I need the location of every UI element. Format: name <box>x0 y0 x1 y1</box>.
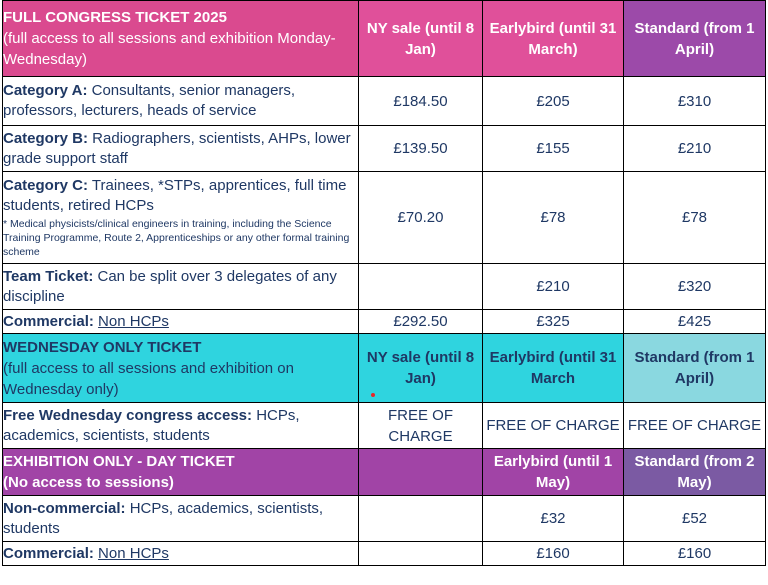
exhibition-title-cell <box>3 449 359 496</box>
wednesday-earlybird-header: Earlybird (until 31 March <box>483 334 624 403</box>
category-b-ny-price: £139.50 <box>359 126 483 172</box>
exhibition-header-row <box>3 449 766 496</box>
free-wednesday-earlybird: FREE OF CHARGE <box>483 403 624 449</box>
category-c-name: Category C: <box>3 177 89 194</box>
category-c-desc: Trainees, *STPs, apprentices, full time students, retired HCPs <box>3 177 347 214</box>
non-commercial-label <box>3 496 359 542</box>
category-c-label <box>3 172 359 264</box>
category-a-standard-price: £310 <box>624 77 766 126</box>
table-row <box>3 496 766 542</box>
exhibition-commercial-standard-price: £160 <box>624 542 766 566</box>
free-wednesday-desc: HCPs, academics, scientists, students <box>3 406 300 444</box>
wednesday-header-row <box>3 334 766 403</box>
table-row <box>3 126 766 172</box>
non-commercial-standard-price: £52 <box>624 496 766 542</box>
team-ticket-name: Team Ticket: <box>3 267 94 285</box>
commercial-earlybird-price: £325 <box>483 310 624 334</box>
full-congress-ny-header: NY sale (until 8 Jan) <box>359 1 483 77</box>
non-commercial-desc: HCPs, academics, scientists, students <box>3 499 324 537</box>
red-marker-dot <box>371 393 375 397</box>
category-b-earlybird-price: £155 <box>483 126 624 172</box>
full-congress-earlybird-header: Earlybird (until 31 March) <box>483 1 624 77</box>
team-ticket-earlybird-price: £210 <box>483 264 624 310</box>
full-congress-header-row <box>3 1 766 77</box>
table-row <box>3 264 766 310</box>
category-c-standard-price: £78 <box>624 172 766 264</box>
full-congress-subtitle: (full access to all sessions and exhibition Monday-Wednesday) <box>3 30 336 68</box>
commercial-standard-price: £425 <box>624 310 766 334</box>
table-row <box>3 310 766 334</box>
free-wednesday-ny: FREE OF CHARGE <box>359 403 483 449</box>
full-congress-title-cell <box>3 1 359 77</box>
commercial-name: Commercial: <box>3 312 94 330</box>
exhibition-commercial-name: Commercial: <box>3 544 94 562</box>
exhibition-commercial-empty <box>359 542 483 566</box>
non-hcps-link[interactable]: Non HCPs <box>98 312 169 330</box>
exhibition-commercial-label <box>3 542 359 566</box>
free-wednesday-standard: FREE OF CHARGE <box>624 403 766 449</box>
table-row <box>3 542 766 566</box>
exhibition-non-hcps-link[interactable]: Non HCPs <box>98 544 169 562</box>
category-a-ny-price: £184.50 <box>359 77 483 126</box>
full-congress-standard-header: Standard (from 1 April) <box>624 1 766 77</box>
non-commercial-name: Non-commercial: <box>3 499 126 517</box>
ticket-pricing-table <box>2 0 766 566</box>
category-a-earlybird-price: £205 <box>483 77 624 126</box>
exhibition-subtitle: (No access to sessions) <box>3 474 174 491</box>
wednesday-title-cell <box>3 334 359 403</box>
team-ticket-desc: Can be split over 3 delegates of any discipline <box>3 267 337 305</box>
free-wednesday-name: Free Wednesday congress access: <box>3 406 253 424</box>
commercial-ny-price: £292.50 <box>359 310 483 334</box>
wednesday-subtitle: (full access to all sessions and exhibition on Wednesday only) <box>3 359 294 398</box>
exhibition-title: EXHIBITION ONLY - DAY TICKET <box>3 453 235 470</box>
category-a-label <box>3 77 359 126</box>
full-congress-title: FULL CONGRESS TICKET 2025 <box>3 9 227 26</box>
category-b-desc: Radiographers, scientists, AHPs, lower grade support staff <box>3 129 351 167</box>
exhibition-earlybird-header: Earlybird (until 1 May) <box>483 449 624 496</box>
wednesday-ny-header: NY sale (until 8 Jan) <box>359 334 483 403</box>
category-c-footnote: * Medical physicists/clinical engineers in training, including the Science Training Programme, Route 2, Apprenticeships or any other formal training scheme <box>3 218 350 258</box>
table-row <box>3 172 766 264</box>
category-b-label <box>3 126 359 172</box>
wednesday-title: WEDNESDAY ONLY TICKET <box>3 338 202 356</box>
category-b-standard-price: £210 <box>624 126 766 172</box>
category-a-desc: Consultants, senior managers, professors, lecturers, heads of service <box>3 82 296 119</box>
team-ticket-label <box>3 264 359 310</box>
wednesday-standard-header: Standard (from 1 April) <box>624 334 766 403</box>
non-commercial-earlybird-price: £32 <box>483 496 624 542</box>
free-wednesday-label <box>3 403 359 449</box>
team-ticket-ny-price <box>359 264 483 310</box>
category-b-name: Category B: <box>3 129 89 147</box>
exhibition-commercial-earlybird-price: £160 <box>483 542 624 566</box>
table-row <box>3 77 766 126</box>
category-c-ny-price: £70.20 <box>359 172 483 264</box>
non-commercial-empty <box>359 496 483 542</box>
category-c-earlybird-price: £78 <box>483 172 624 264</box>
exhibition-empty-header <box>359 449 483 496</box>
exhibition-standard-header: Standard (from 2 May) <box>624 449 766 496</box>
category-a-name: Category A: <box>3 82 88 99</box>
team-ticket-standard-price: £320 <box>624 264 766 310</box>
commercial-label <box>3 310 359 334</box>
table-row <box>3 403 766 449</box>
